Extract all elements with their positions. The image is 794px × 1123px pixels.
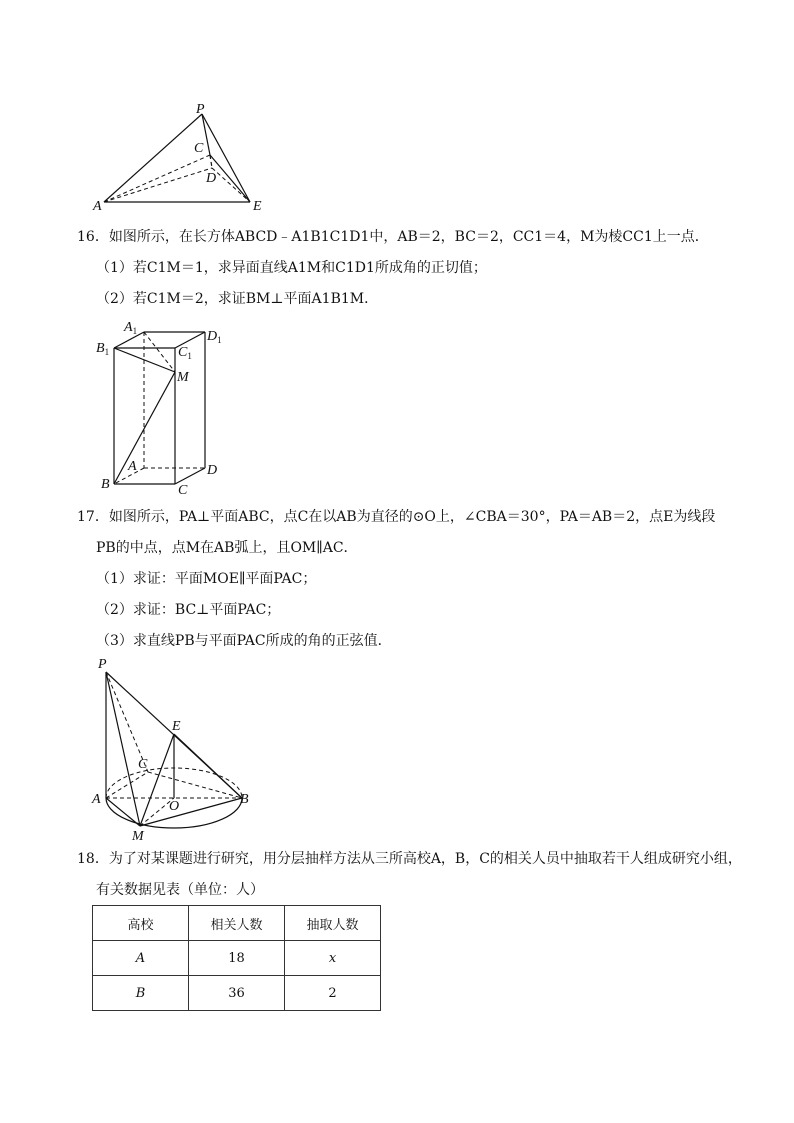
label-b: B: [101, 477, 110, 492]
label-e: E: [253, 199, 262, 214]
table-cell: 36: [189, 976, 285, 1011]
table-row: [93, 941, 381, 976]
table-cell: 2: [285, 976, 381, 1011]
label-b: B: [240, 792, 249, 807]
label-a1: $A_1$: [124, 320, 138, 336]
figure-cuboid: [92, 318, 232, 498]
q17-part2: （2）求证：BC⊥平面PAC；: [96, 602, 281, 618]
label-a: A: [93, 199, 102, 214]
label-a: A: [128, 459, 137, 474]
label-c: C: [194, 141, 204, 156]
label-c: C: [178, 483, 188, 498]
q17-part1: （1）求证：平面MOE∥平面PAC；: [96, 571, 317, 587]
label-d: D: [206, 171, 217, 186]
table-header-cell: 相关人数: [189, 906, 285, 941]
table-cell: 18: [189, 941, 285, 976]
table-cell: x: [285, 941, 381, 976]
label-e: E: [172, 719, 181, 734]
figure-circle-pyramid: [88, 654, 263, 844]
q18-stem-line2: 有关数据见表（单位：人）: [96, 882, 264, 898]
table-header-cell: 抽取人数: [285, 906, 381, 941]
q17-stem-line2: PB的中点，点M在AB弧上，且OM∥AC．: [96, 540, 358, 556]
label-p: P: [196, 102, 205, 117]
table-cell: B: [93, 976, 189, 1011]
q17-stem-line1: 17．如图所示，PA⊥平面ABC，点C在以AB为直径的⊙O上，∠CBA＝30°，PA＝AB＝2，点E为线段: [77, 509, 716, 525]
table-header-cell: 高校: [93, 906, 189, 941]
figure-pyramid-pace: [90, 100, 280, 215]
label-o: O: [169, 799, 180, 814]
q18-data-table: [92, 905, 381, 1011]
table-row: [93, 976, 381, 1011]
q16-part2: （2）若C1M＝2，求证BM⊥平面A1B1M．: [96, 291, 379, 307]
label-m: M: [177, 370, 189, 385]
label-d1: $D_1$: [207, 329, 222, 345]
label-m: M: [132, 829, 144, 844]
label-c: C: [138, 757, 148, 772]
label-a: A: [92, 792, 101, 807]
label-p: P: [98, 657, 107, 672]
q17-part3: （3）求直线PB与平面PAC所成的角的正弦值．: [96, 633, 392, 649]
label-b1: $B_1$: [96, 341, 110, 357]
label-c1: $C_1$: [178, 345, 192, 361]
label-d: D: [207, 463, 218, 478]
table-cell: A: [93, 941, 189, 976]
q18-stem-line1: 18．为了对某课题进行研究，用分层抽样方法从三所高校A，B，C的相关人员中抽取若干人组成研究小组，: [77, 851, 742, 867]
q16-stem: 16．如图所示，在长方体ABCD﹣A1B1C1D1中，AB＝2，BC＝2，CC1＝4，M为棱CC1上一点．: [77, 229, 709, 245]
table-header-row: [93, 906, 381, 941]
q16-part1: （1）若C1M＝1，求异面直线A1M和C1D1所成角的正切值；: [96, 260, 487, 276]
